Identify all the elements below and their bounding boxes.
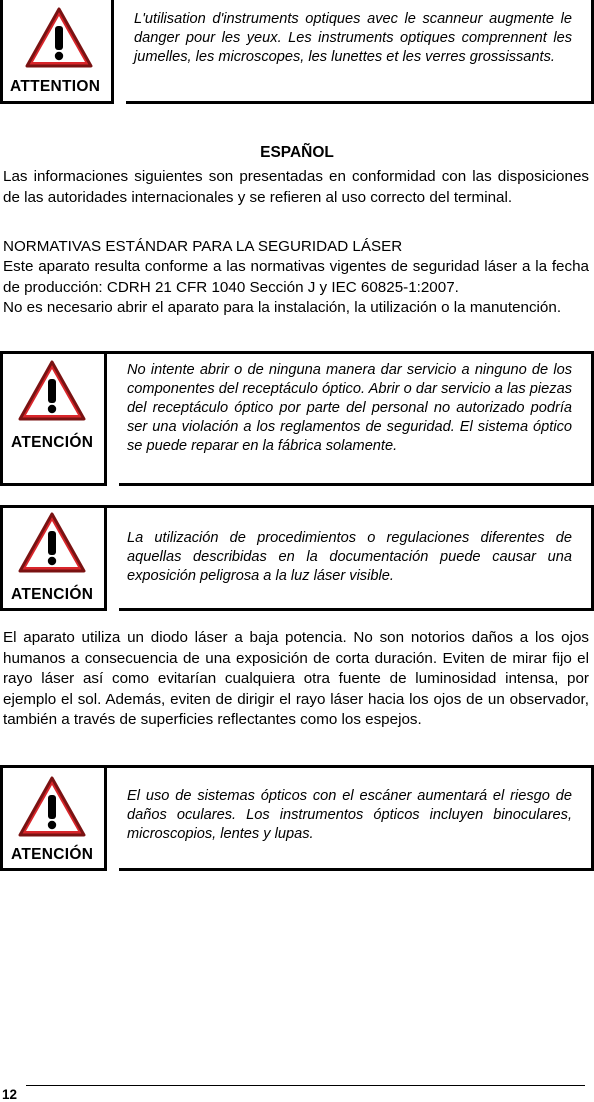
standards-paragraph-2: No es necesario abrir el aparato para la instalación, la utilización o la manutención. xyxy=(3,299,562,316)
warning-label: ATENCIÓN xyxy=(11,434,94,451)
standards-heading: NORMATIVAS ESTÁNDAR PARA LA SEGURIDAD LÁSER xyxy=(3,238,403,255)
footer-rule xyxy=(26,1085,585,1086)
warning-triangle-icon xyxy=(24,6,94,70)
laser-paragraph: El aparato utiliza un diodo láser a baja potencia. No son notorios daños a los ojos humanos a consecuencia de una exposición de corta duración. Eviten de mirar fijo el rayo láser así como evitarían cualquiera otra fuente de luminosidad intensa, por ejemplo el sol. Además, eviten de dirigir el rayo láser hacia los ojos de un observador, también a través de superficies reflectantes como los espejos. xyxy=(3,629,589,728)
page-number: 12 xyxy=(2,1087,18,1102)
warning-triangle-icon xyxy=(17,511,87,575)
warning-label: ATTENTION xyxy=(10,78,101,95)
warning-triangle-icon xyxy=(17,775,87,839)
warning-label: ATENCIÓN xyxy=(11,846,94,863)
warning-triangle-icon xyxy=(17,359,87,423)
warning-box-es-2 xyxy=(0,505,594,611)
intro-paragraph: Las informaciones siguientes son presentadas en conformidad con las disposiciones de las autoridades internacionales y se refieren al uso correcto del terminal. xyxy=(3,168,589,206)
section-title: ESPAÑOL xyxy=(260,144,334,161)
warning-text: El uso de sistemas ópticos con el escáner aumentará el riesgo de daños oculares. Los instrumentos ópticos incluyen binoculares, microscopios, lentes y lupas. xyxy=(127,788,572,842)
warning-box-es-1 xyxy=(0,351,594,486)
warning-label: ATENCIÓN xyxy=(11,586,94,603)
warning-text: No intente abrir o de ninguna manera dar servicio a ninguno de los componentes del receptáculo óptico. Abrir o dar servicio a las piezas del receptáculo óptico por parte del personal no autorizado podría ser una violación a los reglamentos de seguridad. El sistema óptico se puede reparar en la fábrica solamente. xyxy=(127,362,572,454)
warning-box-es-3 xyxy=(0,765,594,871)
standards-paragraph: Este aparato resulta conforme a las normativas vigentes de seguridad láser a la fecha de producción: CDRH 21 CFR 1040 Sección J y IEC 60825-1:2007. xyxy=(3,258,589,296)
warning-text: La utilización de procedimientos o regulaciones diferentes de aquellas describidas en la documentación puede causar una exposición peligrosa a la luz láser visible. xyxy=(127,530,572,584)
warning-box-fr xyxy=(0,0,594,104)
warning-text: L'utilisation d'instruments optiques avec le scanneur augmente le danger pour les yeux. Les instruments optiques comprennent les jumelles, les microscopes, les lunettes et les verres grossissants. xyxy=(134,11,572,65)
